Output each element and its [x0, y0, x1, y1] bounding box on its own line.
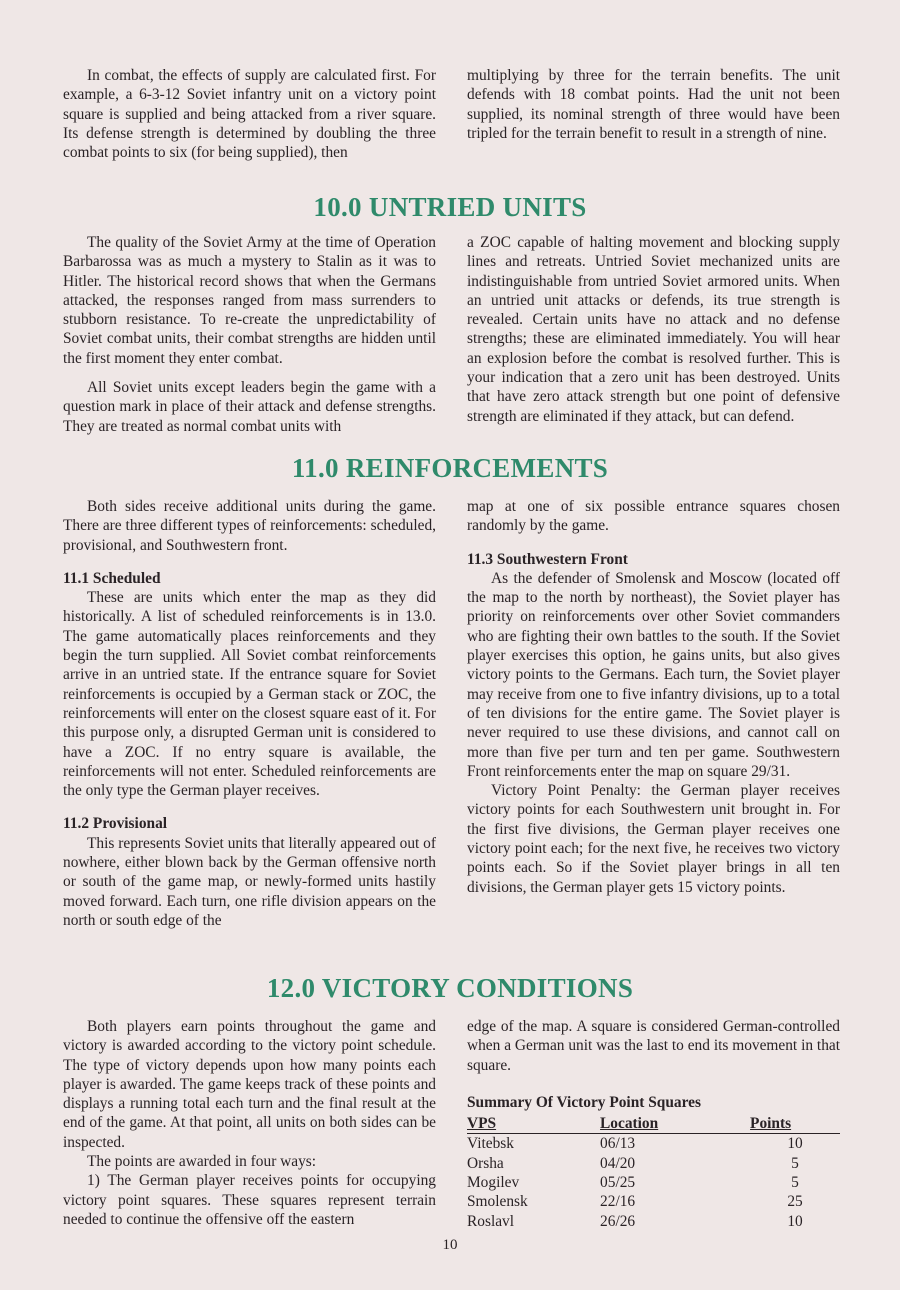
intro-paragraph-continued: multiplying by three for the terrain benefits. The unit defends with 18 combat points. Had the unit not been supplied, its nominal strength of three would have been tripled for the terrain benefit to result in a strength of nine. — [467, 67, 840, 142]
vps-location: 06/13 — [600, 1135, 636, 1153]
vps-points: 10 — [787, 1135, 803, 1153]
section-11-paragraph: Both sides receive additional units during the game. There are three different types of reinforcements: scheduled, provisional, and Southwestern front. — [63, 498, 436, 554]
vps-name: Mogilev — [467, 1174, 520, 1192]
subsection-11-2-paragraph-continued: map at one of six possible entrance squares chosen randomly by the game. — [467, 498, 840, 535]
section-10-heading: 10.0 UNTRIED UNITS — [313, 192, 587, 222]
column-header-vps: VPS — [467, 1114, 600, 1134]
vps-name: Orsha — [467, 1154, 504, 1172]
victory-point-penalty-paragraph: Victory Point Penalty: the German player receives victory points for each Southwestern unit brought in. For the first five divisions, the German player receives one victory point each; for the next five, he receives two victory points each. So if the Soviet player brings in all ten divisions, the German player gets 15 victory points. — [467, 782, 840, 896]
section-12-paragraph: 1) The German player receives points for occupying victory point squares. These squares represent terrain needed to continue the offensive off the eastern — [63, 1172, 436, 1228]
table-row — [467, 1173, 840, 1192]
subsection-11-2-paragraph: This represents Soviet units that literally appeared out of nowhere, either blown back by the German offensive north or south of the game map, or newly-formed units hastily moved forward. Each turn, one rifle division appears on the north or south edge of the — [63, 834, 436, 929]
section-11-heading: 11.0 REINFORCEMENTS — [291, 453, 609, 483]
vps-location: 26/26 — [600, 1212, 636, 1230]
section-11-left-column — [63, 497, 436, 930]
section-10-paragraph: The quality of the Soviet Army at the time of Operation Barbarossa was as much a mystery to Stalin as it was to Hitler. The historical record shows that when the Germans attacked, the responses ranged from mass surrenders to stubborn resistance. To re-create the unpredictability of Soviet combat units, their combat strengths are hidden until the first moment they enter combat. — [63, 234, 436, 367]
intro-left-column — [63, 66, 436, 162]
intro-paragraph: In combat, the effects of supply are calculated first. For example, a 6-3-12 Soviet infantry unit on a victory point square is supplied and being attacked from a river square. Its defense strength is determined by doubling the three combat points to six (for being supplied), then — [63, 67, 436, 162]
section-10-paragraph-continued: a ZOC capable of halting movement and blocking supply lines and retreats. Untried Soviet mechanized units are indistinguishable from untried Soviet armored units. When an untried unit attacks or defends, its true strength is revealed. Certain units have no attack and no defense strengths; these are eliminated immediately. You will hear an explosion before the combat is resolved further. This is your indication that a zero unit has been destroyed. Units that have zero attack strength but one point of defensive strength are eliminated if they attack, but can defend. — [467, 234, 840, 425]
subsection-11-1-heading: 11.1 Scheduled — [63, 569, 161, 587]
vps-points: 10 — [787, 1212, 803, 1230]
page-number: 10 — [442, 1237, 458, 1253]
section-12-left-column — [63, 1017, 436, 1229]
vps-name: Roslavl — [467, 1212, 515, 1230]
column-header-points: Points — [750, 1114, 840, 1134]
table-header-row — [467, 1114, 840, 1134]
vps-location: 22/16 — [600, 1193, 636, 1211]
vps-name: Vitebsk — [467, 1135, 514, 1153]
vps-location: 05/25 — [600, 1174, 636, 1192]
vps-points: 25 — [787, 1193, 803, 1211]
column-header-location: Location — [600, 1114, 750, 1134]
victory-point-table — [467, 1093, 840, 1231]
table-row — [467, 1192, 840, 1211]
table-row — [467, 1134, 840, 1154]
section-12-paragraph-continued: edge of the map. A square is considered German-controlled when a German unit was the last to end its movement in that square. — [467, 1018, 840, 1074]
vps-points: 5 — [791, 1174, 799, 1192]
subsection-11-3-paragraph: As the defender of Smolensk and Moscow (located off the map to the north by northeast), the Soviet player has priority on reinforcements over other Soviet commanders who are fighting their own battles to the south. If the Soviet player exercises this option, he gains units, but also gives victory points to the Germans. Each turn, the Soviet player may receive from one to five infantry divisions, up to a total of ten divisions for the entire game. The Soviet player is never required to use these divisions, and cannot call on more than five per turn and ten per game. Southwestern Front reinforcements enter the map on square 29/31. — [467, 569, 840, 780]
vps-location: 04/20 — [600, 1154, 636, 1172]
intro-right-column — [467, 66, 840, 143]
section-10-left-column — [63, 233, 436, 436]
section-11-right-column — [467, 497, 840, 897]
section-12-heading: 12.0 VICTORY CONDITIONS — [266, 973, 634, 1003]
section-10-paragraph: All Soviet units except leaders begin the game with a question mark in place of their attack and defense strengths. They are treated as normal combat units with — [63, 379, 436, 435]
section-12-paragraph: The points are awarded in four ways: — [87, 1153, 317, 1171]
subsection-11-2-heading: 11.2 Provisional — [63, 815, 168, 833]
section-12-right-column — [467, 1017, 840, 1231]
vps-points: 5 — [791, 1154, 799, 1172]
subsection-11-1-paragraph: These are units which enter the map as they did historically. A list of scheduled reinforcements is in 13.0. The game automatically places reinforcements and they begin the turn supplied. All Soviet combat reinforcements arrive in an untried state. If the entrance square for Soviet reinforcements is occupied by a German stack or ZOC, the reinforcements will enter on the closest square east of it. For this purpose only, a disrupted German unit is considered to have a ZOC. If no entry square is available, the reinforcements will not enter. Scheduled reinforcements are the only type the German player receives. — [63, 589, 436, 800]
table-row — [467, 1154, 840, 1173]
section-10-right-column — [467, 233, 840, 426]
victory-point-table-title: Summary Of Victory Point Squares — [467, 1093, 701, 1111]
subsection-11-3-heading: 11.3 Southwestern Front — [467, 550, 628, 568]
section-12-paragraph: Both players earn points throughout the game and victory is awarded according to the victory point schedule. The type of victory depends upon how many points each player is awarded. The game keeps track of these points and displays a running total each turn and the final result at the end of the game. At that point, all units on both sides can be inspected. — [63, 1018, 436, 1151]
vps-name: Smolensk — [467, 1193, 528, 1211]
table-row — [467, 1212, 840, 1231]
